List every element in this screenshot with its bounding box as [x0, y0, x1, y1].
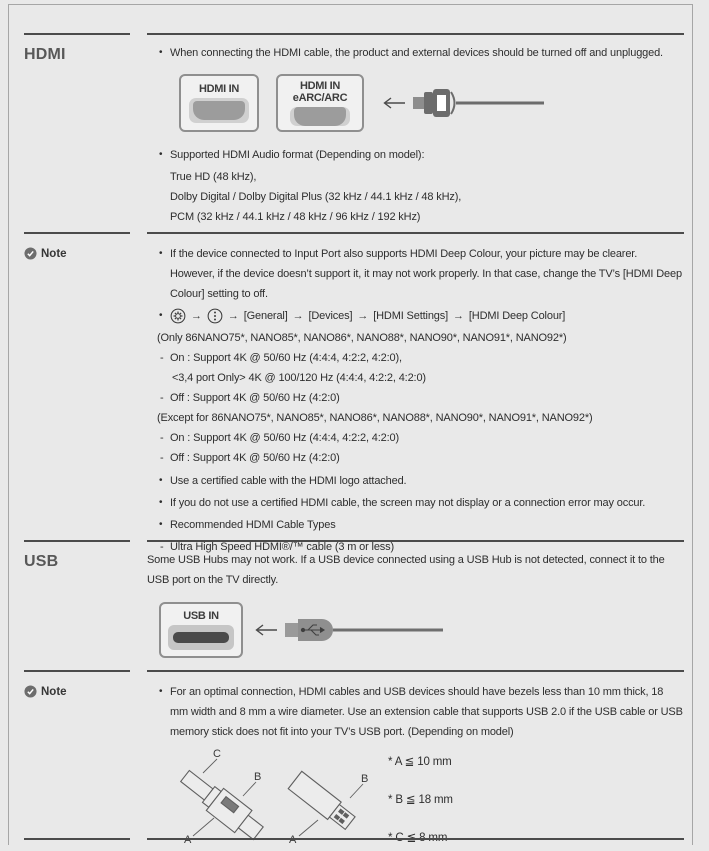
- arrow-separator: →: [453, 310, 464, 322]
- bullet-marker: •: [159, 497, 163, 508]
- bullet-marker: •: [159, 686, 163, 697]
- except-models-line: (Except for 86NANO75*, NANO85*, NANO86*, NANO88*, NANO90*, NANO91*, NANO92*): [157, 412, 593, 424]
- dimension-specs: [388, 752, 453, 848]
- except-on-text: On : Support 4K @ 50/60 Hz (4:4:4, 4:2:2, 4:2:0): [170, 432, 399, 444]
- dash-marker: -: [160, 352, 164, 364]
- only-models-line: (Only 86NANO75*, NANO85*, NANO86*, NANO88*, NANO90*, NANO91*, NANO92*): [157, 332, 567, 344]
- spec-b: * B ≦ 18 mm: [388, 794, 453, 806]
- note-label: [24, 247, 130, 260]
- bullet-marker: •: [159, 149, 163, 160]
- arrow-separator: →: [191, 310, 202, 322]
- hdmi-audio-bullet: [159, 145, 684, 165]
- hdmi-port-slot: [290, 107, 350, 126]
- usb-in-port-label: USB IN: [183, 610, 219, 622]
- menu-step-devices: [Devices]: [308, 310, 353, 322]
- optimal-connection-bullet: [159, 682, 684, 742]
- spec-c: * C ≦ 8 mm: [388, 832, 448, 844]
- hdmi-audio-line: True HD (48 kHz),: [170, 171, 257, 183]
- check-circle-icon: [24, 685, 37, 698]
- hdmi-in-port-label: HDMI IN: [198, 83, 240, 95]
- except-off-text: Off : Support 4K @ 50/60 Hz (4:2:0): [170, 452, 340, 464]
- bullet-marker: •: [159, 310, 163, 321]
- section-hdmi: [9, 33, 692, 232]
- menu-step-hdmi-settings: [HDMI Settings]: [373, 310, 449, 322]
- deep-colour-bullet: [159, 244, 684, 304]
- hdmi-audio-heading: Supported HDMI Audio format (Depending on model):: [170, 149, 425, 161]
- usb-port-figure: [159, 602, 684, 658]
- spec-a: * A ≦ 10 mm: [388, 756, 452, 768]
- optimal-connection-text: For an optimal connection, HDMI cables and USB devices should have bezels less than 10 mm thick, 18 mm width and 8 mm a wire diameter. Use an extension cable that supports USB 2.0 if the USB cable or USB memory stick does not fit into your TV’s USB port. (Depending on model): [170, 686, 683, 738]
- arrow-separator: →: [292, 310, 304, 322]
- settings-gear-icon: [170, 308, 186, 324]
- hdmi-earc-port: [276, 74, 364, 132]
- dim-label-b: B: [361, 773, 369, 785]
- recommended-cable-text: Ultra High Speed HDMI®/™ cable (3 m or less): [170, 541, 395, 553]
- hdmi-unplugged-text: When connecting the HDMI cable, the product and external devices should be turned off and unplugged.: [170, 47, 663, 59]
- arrow-separator: →: [357, 310, 369, 322]
- arrow-separator: →: [227, 310, 239, 322]
- bullet-marker: •: [159, 248, 163, 259]
- dim-label-a: A: [289, 834, 297, 846]
- hdmi-ports-figure: [179, 74, 684, 132]
- dim-label-b: B: [254, 771, 262, 783]
- recommended-types-heading: Recommended HDMI Cable Types: [170, 519, 336, 531]
- hdmi-audio-line: Dolby Digital / Dolby Digital Plus (32 kHz / 44.1 kHz / 48 kHz),: [170, 191, 462, 203]
- note-label: [24, 685, 130, 698]
- dimension-figure: [159, 746, 684, 850]
- menu-step-deep-colour: [HDMI Deep Colour]: [468, 310, 566, 322]
- hdmi-cable-graphic: [381, 81, 546, 125]
- hdmi-earc-port-label-line2: eARC/ARC: [292, 92, 348, 104]
- manual-page: [8, 4, 693, 845]
- bullet-marker: •: [159, 519, 163, 530]
- hdmi-audio-line: PCM (32 kHz / 44.1 kHz / 48 kHz / 96 kHz / 192 kHz): [170, 211, 421, 223]
- bullet-marker: •: [159, 475, 163, 486]
- only-on-item: [160, 348, 684, 368]
- recommended-types-bullet: [159, 515, 684, 535]
- cable-dimension-diagram: [159, 746, 374, 850]
- dash-marker: -: [160, 452, 164, 464]
- hdmi-in-port: [179, 74, 259, 132]
- uncertified-cable-bullet: [159, 493, 684, 513]
- certified-cable-bullet: [159, 471, 684, 491]
- hdmi-earc-port-label-line1: HDMI IN: [299, 80, 341, 92]
- section-usb-note: [9, 670, 692, 846]
- usb-hub-text: Some USB Hubs may not work. If a USB device connected using a USB Hub is not detected, connect it to the USB port on the TV directly.: [147, 554, 665, 586]
- except-on-item: [160, 428, 684, 448]
- note-label-text: Note: [41, 685, 67, 698]
- except-off-item: [160, 448, 684, 468]
- uncertified-cable-text: If you do not use a certified HDMI cable, the screen may not display or a connection error may occur.: [170, 497, 646, 509]
- more-options-icon: [207, 308, 223, 324]
- note-label-text: Note: [41, 247, 67, 260]
- menu-step-general: [General]: [243, 310, 288, 322]
- check-circle-icon: [24, 247, 37, 260]
- page-top-margin: [9, 5, 692, 33]
- only-on-text: On : Support 4K @ 50/60 Hz (4:4:4, 4:2:2, 4:2:0),: [170, 352, 402, 364]
- section-title-usb: USB: [24, 553, 59, 570]
- section-hdmi-note: [9, 232, 692, 553]
- usb-cable-graphic: [253, 611, 453, 649]
- dash-marker: -: [160, 541, 164, 553]
- hdmi-unplugged-bullet: [159, 43, 684, 63]
- deep-colour-text: If the device connected to Input Port also supports HDMI Deep Colour, your picture may be clearer. However, if the device doesn’t support it, it may not work properly. In that case, change the TV’s [HDMI Deep Colour] setting to off.: [170, 248, 682, 300]
- deep-colour-menu-path: [159, 306, 684, 326]
- section-title-hdmi: HDMI: [24, 46, 66, 63]
- dash-marker: -: [160, 432, 164, 444]
- dash-marker: -: [160, 392, 164, 404]
- hdmi-port-slot: [189, 98, 249, 123]
- only-off-item: [160, 388, 684, 408]
- certified-cable-text: Use a certified cable with the HDMI logo attached.: [170, 475, 407, 487]
- bullet-marker: •: [159, 47, 163, 58]
- dim-label-c: C: [213, 748, 221, 760]
- section-usb: [9, 540, 692, 670]
- usb-port-slot: [168, 625, 234, 650]
- only-off-text: Off : Support 4K @ 50/60 Hz (4:2:0): [170, 392, 340, 404]
- only-on-continuation: <3,4 port Only> 4K @ 100/120 Hz (4:4:4, 4:2:2, 4:2:0): [172, 372, 426, 384]
- dim-label-a: A: [184, 834, 192, 846]
- usb-in-port: [159, 602, 243, 658]
